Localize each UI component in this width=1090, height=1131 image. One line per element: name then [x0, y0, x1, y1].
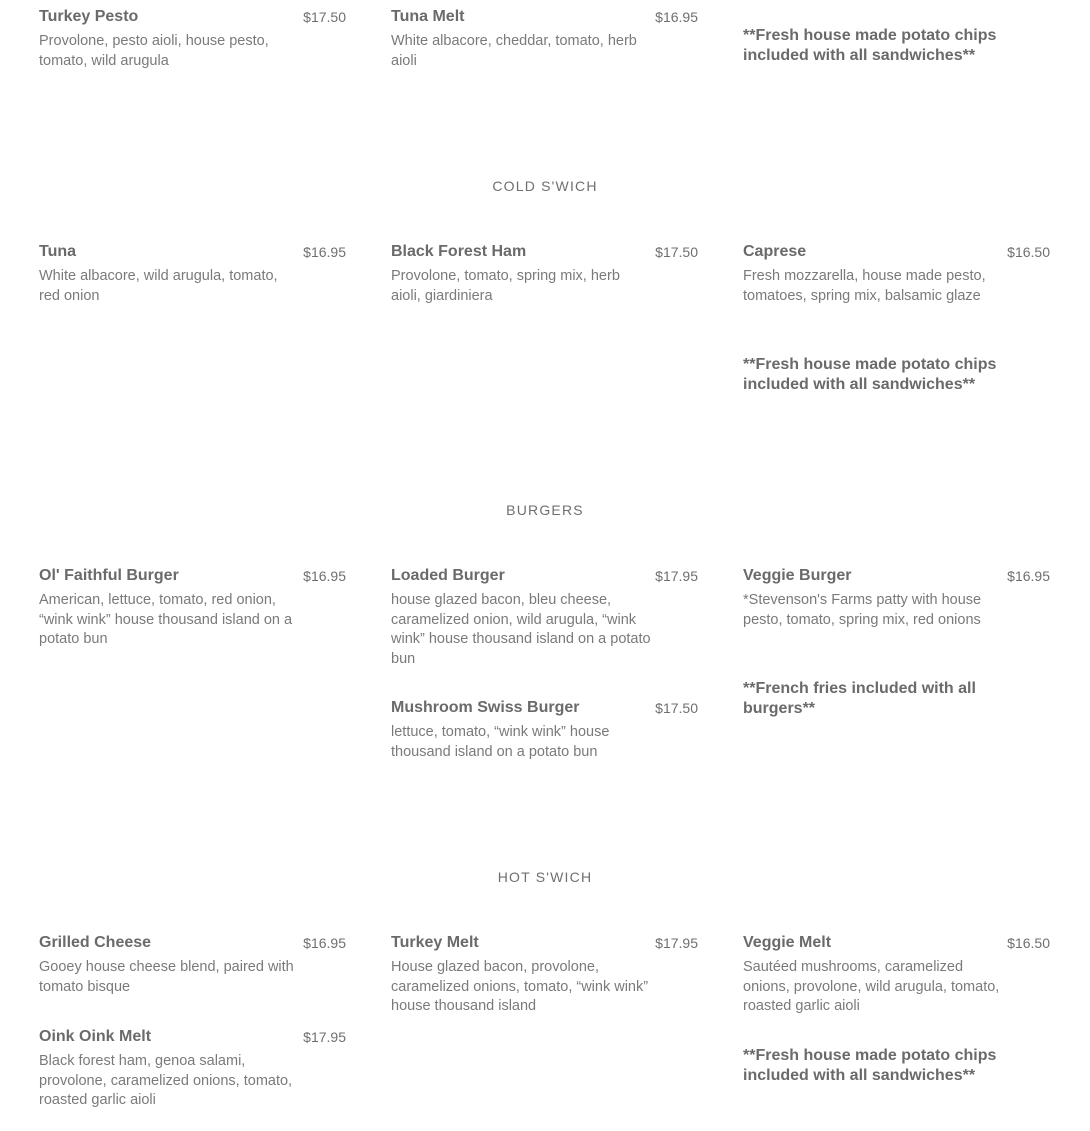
- menu-item: [391, 8, 698, 71]
- item-name: Oink Oink Melt: [39, 1028, 152, 1045]
- menu-item: [39, 567, 346, 650]
- item-price: $17.50: [655, 700, 698, 716]
- item-name: Veggie Burger: [743, 567, 852, 584]
- sandwich-note: **Fresh house made potato chips included with all sandwiches**: [743, 356, 997, 393]
- item-description: American, lettuce, tomato, red onion, “wink wink” house thousand island on a potato bun: [39, 592, 293, 647]
- menu-item: [39, 1028, 346, 1111]
- item-description: Fresh mozzarella, house made pesto, tomatoes, spring mix, balsamic glaze: [743, 268, 986, 304]
- item-price: $16.95: [1007, 568, 1050, 584]
- item-description: lettuce, tomato, “wink wink” house thousand island on a potato bun: [391, 724, 610, 760]
- item-description: Black forest ham, genoa salami, provolone, caramelized onions, tomato, roasted garlic aioli: [39, 1053, 293, 1108]
- menu-item: [391, 934, 698, 1017]
- section-title-cold: COLD S'WICH: [492, 178, 598, 194]
- section-title-burgers: BURGERS: [506, 502, 584, 518]
- item-name: Black Forest Ham: [391, 243, 527, 260]
- item-price: $17.50: [655, 244, 698, 260]
- item-name: Grilled Cheese: [39, 934, 152, 951]
- item-description: Gooey house cheese blend, paired with tomato bisque: [39, 959, 294, 995]
- item-price: $16.50: [1007, 935, 1050, 951]
- sandwich-note: **Fresh house made potato chips included with all sandwiches**: [743, 1047, 997, 1084]
- menu-item: [39, 8, 346, 71]
- item-name: Turkey Melt: [391, 934, 479, 951]
- item-description: White albacore, cheddar, tomato, herb aioli: [391, 33, 637, 69]
- menu-item: [391, 567, 698, 669]
- item-name: Mushroom Swiss Burger: [391, 699, 580, 716]
- section-title-hot: HOT S'WICH: [497, 869, 593, 885]
- burger-note: **French fries included with all burgers**: [743, 680, 976, 717]
- item-name: Caprese: [743, 243, 807, 260]
- item-name: Loaded Burger: [391, 567, 505, 584]
- menu-item: [391, 699, 698, 762]
- item-description: House glazed bacon, provolone, caramelized onions, tomato, “wink wink” house thousand island: [391, 959, 649, 1014]
- item-description: Provolone, pesto aioli, house pesto, tomato, wild arugula: [39, 33, 269, 69]
- item-name: Ol' Faithful Burger: [39, 567, 179, 584]
- menu-item: [743, 243, 1050, 306]
- item-price: $17.95: [655, 568, 698, 584]
- item-description: White albacore, wild arugula, tomato, red onion: [39, 268, 278, 304]
- menu-item: [391, 243, 698, 306]
- item-name: Tuna: [39, 243, 77, 260]
- item-price: $17.95: [303, 1029, 346, 1045]
- item-description: house glazed bacon, bleu cheese, caramelized onion, wild arugula, “wink wink” house thousand island on a potato bun: [391, 592, 651, 667]
- item-description: Provolone, tomato, spring mix, herb aioli, giardiniera: [391, 268, 620, 304]
- sandwich-note: **Fresh house made potato chips included with all sandwiches**: [743, 27, 997, 64]
- menu-item: [39, 934, 346, 997]
- item-price: $16.95: [303, 935, 346, 951]
- item-price: $16.95: [303, 244, 346, 260]
- menu-item: [39, 243, 346, 306]
- item-price: $17.95: [655, 935, 698, 951]
- item-description: Sautéed mushrooms, caramelized onions, provolone, wild arugula, tomato, roasted garlic aioli: [743, 959, 1000, 1014]
- item-name: Tuna Melt: [391, 8, 465, 25]
- item-price: $16.95: [655, 9, 698, 25]
- item-name: Turkey Pesto: [39, 8, 139, 25]
- item-name: Veggie Melt: [743, 934, 832, 951]
- item-price: $17.50: [303, 9, 346, 25]
- item-price: $16.50: [1007, 244, 1050, 260]
- item-description: *Stevenson's Farms patty with house pesto, tomato, spring mix, red onions: [743, 592, 982, 628]
- menu-item: [743, 567, 1050, 630]
- item-price: $16.95: [303, 568, 346, 584]
- menu-item: [743, 934, 1050, 1017]
